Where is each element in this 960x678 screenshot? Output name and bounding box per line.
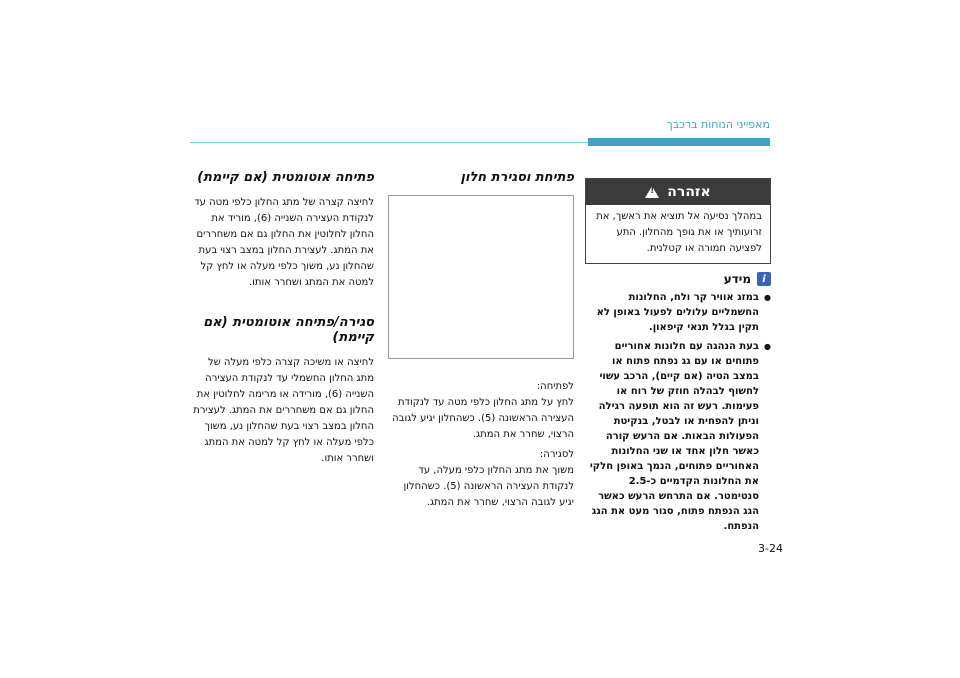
info-heading (585, 272, 771, 286)
right-column (585, 178, 771, 534)
page-number: 3-24 (758, 542, 783, 555)
info-bullet: ● בעת הנהגה עם חלונות אחוריים פתוחים או עם גג נפתח פתוח או במצב הטיה (אם קיים), הרכב עשוי לחשוף לבהלה חוזק של רוח או פעימות. רעש זה הוא תופעה רגילה וניתן להפחית או לבטל, בנקיטת הפעולות הבאות. אם הרעש קורה כאשר חלון אחד או שני החלונות האחוריים פתוחים, הנמך באופן חלקי את החלונות הקדמיים כ-2.5 סנטימטר. אם התרחש הרעש כאשר הגג הנפתח פתוח, סגור מעט את הגג הנפתח. (585, 339, 771, 534)
open-label: לפתיחה: (536, 381, 574, 392)
auto-up-text: לחיצה או משיכה קצרה כלפי מעלה של מתג החלון החשמלי עד לנקודת העצירה השנייה (6), מורידה או מרימה לחלוטין את החלון גם אם משחררים את המתג. לעצירת החלון במצב רצוי בעת שהחלון נע, משוך כלפי מעלה או לחץ קל למטה את המתג ושחרר אותו. (193, 357, 374, 464)
info-icon: i (757, 272, 771, 286)
close-text: משוך את מתג החלון כלפי מעלה, עד לנקודת העצירה הראשונה (5). כשהחלון יגיע לגובה הרצוי, שחרר את המתג. (403, 465, 574, 508)
warning-triangle-icon (645, 186, 659, 198)
warning-box (585, 178, 771, 264)
section-title-auto-down: פתיחה אוטומטית (אם קיימת) (197, 170, 374, 185)
warning-text: במהלך נסיעה אל תוציא את ראשך, את זרועותיך או את גופך מהחלון. התע לפציעה חמורה או קטלנית. (596, 211, 762, 254)
warning-header (586, 179, 770, 205)
header-accent-bar (588, 138, 770, 146)
open-text: לחץ על מתג החלון כלפי מטה עד לנקודת העצירה הראשונה (5). כשהחלון יגיע לגובה הרצוי, שחרר את המתג. (392, 397, 574, 440)
switch-illustration (388, 195, 574, 359)
info-label: מידע (723, 272, 751, 286)
warning-title: אזהרה (667, 184, 711, 200)
info-bullet: ● במזג אוויר קר ולח, החלונות החשמליים עלולים לפעול באופן לא תקין בגלל תנאי קיפאון. (585, 290, 771, 335)
section-title-auto-up: סגירה/פתיחה אוטומטית (אם קיימת) (203, 315, 374, 345)
auto-down-text: לחיצה קצרה של מתג החלון כלפי מטה עד לנקודת העצירה השנייה (6), מוריד את החלון לחלוטין את החלון גם אם משחררים את המתג. לעצירת החלון במצב רצוי בעת שהחלון נע, משוך כלפי מעלה או לחץ קל למטה את המתג ושחרר אותו. (194, 197, 374, 288)
left-column (188, 170, 374, 467)
close-label: לסגירה: (539, 449, 574, 460)
section-title-window: פתיחת וסגירת חלון (460, 170, 574, 185)
middle-column (388, 170, 574, 511)
chapter-header: מאפייני הנוחות ברכבך (666, 118, 770, 131)
